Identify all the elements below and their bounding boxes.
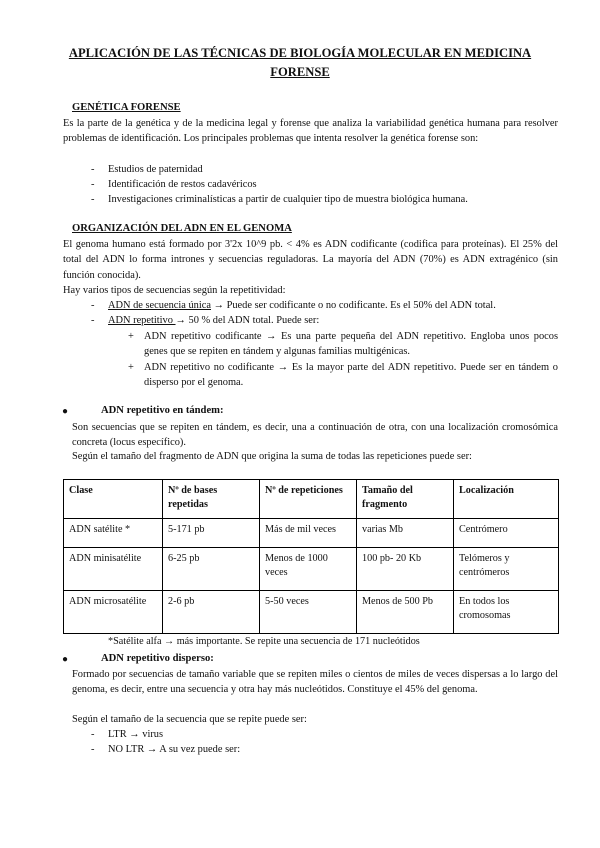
table-cell: 6-25 pb [163,548,260,591]
tandem-para-definicion: Son secuencias que se repiten en tándem, es decir, una a continuación de otra, con una localización cromosómica concreta (locus específico). [72,422,558,449]
bullet-icon: ● [62,654,69,665]
secuencia-unica-text: → Puede ser codificante o no codificante. Es el 50% del ADN total. [211,300,496,311]
list-dash: - [91,729,95,740]
column-header: Tamaño del fragmento [357,480,454,519]
bullet-icon: ● [62,406,69,417]
table-cell: Centrómero [454,519,559,548]
table-cell: ADN satélite * [64,519,163,548]
repetitive-dna-table [63,479,559,634]
table-row [64,591,559,634]
table-cell: Menos de 1000 veces [260,548,357,591]
table-cell: 5-171 pb [163,519,260,548]
repetitivo-label: ADN repetitivo [108,315,176,326]
table-cell: ADN minisatélite [64,548,163,591]
list-dash: - [91,179,95,190]
list-dash: - [91,194,95,205]
list-item: NO LTR → A su vez puede ser: [108,744,241,755]
tandem-heading: ADN repetitivo en tándem: [101,405,224,416]
genetica-forense-intro: Es la parte de la genética y de la medicina legal y forense que analiza la variabilidad genética humana para resolver problemas de identificación. Los principales problemas que intenta resolver la genética forense son: [63,118,558,145]
secuencia-unica-label: ADN de secuencia única [108,300,211,311]
disperso-heading: ADN repetitivo disperso: [101,653,214,664]
column-header: Nº de bases repetidas [163,480,260,519]
disperso-para-tamano: Según el tamaño de la secuencia que se repite puede ser: [72,714,307,725]
plus-marker: + [128,362,134,373]
organizacion-para-genoma: El genoma humano está formado por 3'2x 10^9 pb. < 4% es ADN codificante (codifica para proteínas). El 25% del total del ADN lo forma intrones y secuencias reguladoras. La mayoría del ADN (70%) es ADN extragénico (sin función conocida). [63,239,558,281]
table-cell: 2-6 pb [163,591,260,634]
secuencia-unica-item [108,299,496,313]
table-cell: ADN microsatélite [64,591,163,634]
table-cell: Menos de 500 Pb [357,591,454,634]
disperso-para-definicion: Formado por secuencias de tamaño variable que se repiten miles o cientos de miles de veces dispersas a lo largo del genoma, es decir, entre una secuencia y otra hay más nucleótidos. Constituye el 45% del genoma. [72,669,558,696]
plus-marker: + [128,331,134,342]
list-dash: - [91,164,95,175]
list-dash: - [91,744,95,755]
list-item: Investigaciones criminalísticas a partir de cualquier tipo de muestra biológica humana. [108,194,468,205]
table-cell: varias Mb [357,519,454,548]
list-item: Identificación de restos cadavéricos [108,179,257,190]
table-header-row [64,480,559,519]
table-cell: 100 pb- 20 Kb [357,548,454,591]
repetitivo-text: → 50 % del ADN total. Puede ser: [175,315,320,326]
table-cell: 5-50 veces [260,591,357,634]
table-cell: Más de mil veces [260,519,357,548]
satelite-alfa-note: *Satélite alfa → más importante. Se repite una secuencia de 171 nucleótidos [108,636,420,647]
column-header: Nº de repeticiones [260,480,357,519]
organizacion-heading: ORGANIZACIÓN DEL ADN EN EL GENOMA [72,223,292,234]
list-item: LTR → virus [108,729,164,740]
tandem-para-tamano: Según el tamaño del fragmento de ADN que origina la suma de todas las repeticiones puede ser: [72,451,472,462]
document-title: APLICACIÓN DE LAS TÉCNICAS DE BIOLOGÍA MOLECULAR EN MEDICINA FORENSE [68,46,532,79]
repetitivo-no-codificante: ADN repetitivo no codificante → Es la mayor parte del ADN repetitivo. Puede ser en tándem o disperso por el genoma. [144,362,558,389]
table-row [64,519,559,548]
column-header: Clase [64,480,163,519]
table-cell: En todos los cromosomas [454,591,559,634]
table-cell: Telómeros y centrómeros [454,548,559,591]
column-header: Localización [454,480,559,519]
list-dash: - [91,315,95,326]
table-row [64,548,559,591]
organizacion-para-tipos: Hay varios tipos de secuencias según la repetitividad: [63,285,286,296]
list-dash: - [91,300,95,311]
list-item: Estudios de paternidad [108,164,203,175]
repetitivo-codificante: ADN repetitivo codificante → Es una parte pequeña del ADN repetitivo. Engloba unos pocos genes que se repiten en tándem y algunas familias multigénicas. [144,331,558,358]
repetitivo-item [108,314,319,328]
genetica-forense-heading: GENÉTICA FORENSE [72,102,181,113]
